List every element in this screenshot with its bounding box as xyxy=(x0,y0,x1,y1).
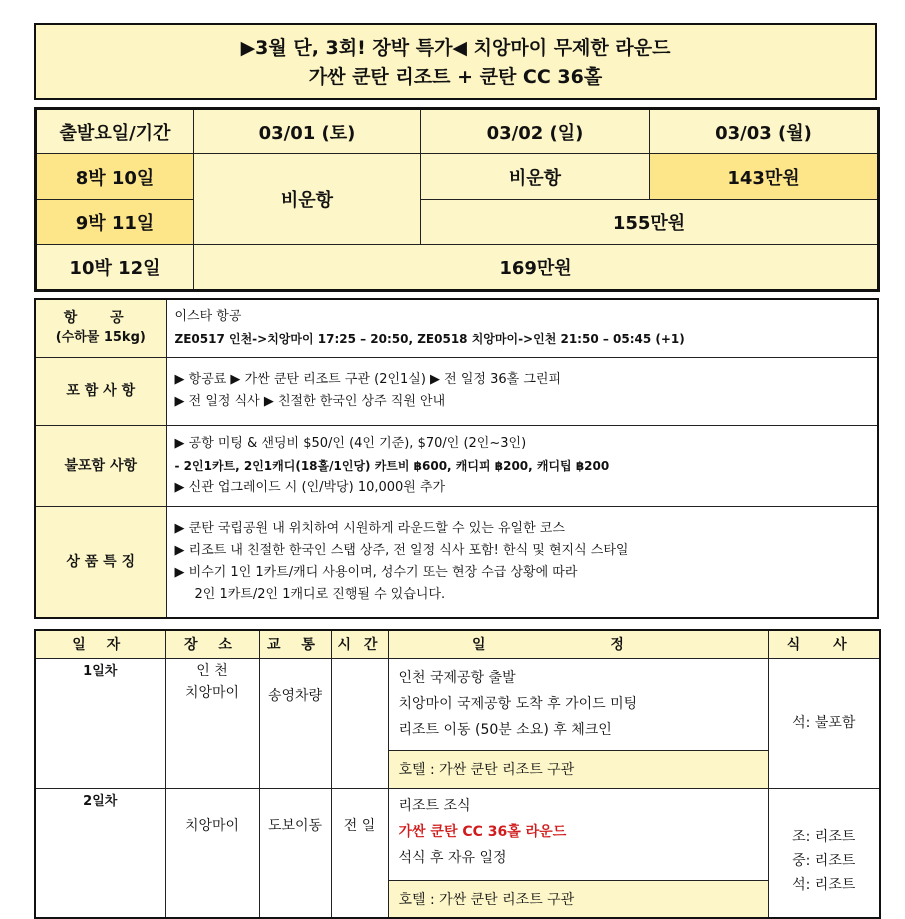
banner-line-2: 가싼 쿤탄 리조트 + 쿤탄 CC 36홀 xyxy=(308,66,603,88)
day2-item-1: 리조트 조식 xyxy=(398,797,471,814)
date-0302: 03/02 (일) xyxy=(421,109,650,154)
day1-hotel: 호텔 : 가싼 쿤탄 리조트 구관 xyxy=(388,750,768,788)
day1-place-chiangmai: 치앙마이 xyxy=(184,684,240,701)
header-itinerary: 일 정 xyxy=(388,630,768,658)
day1-place-incheon: 인 천 xyxy=(196,662,228,679)
day1-item-2: 치앙마이 국제공항 도착 후 가이드 미팅 xyxy=(398,695,638,712)
price-0302-8n: 비운항 xyxy=(421,154,650,200)
period-9n11d: 9박 11일 xyxy=(36,200,194,245)
period-header: 출발요일/기간 xyxy=(36,109,194,154)
day2-item-2: 가싼 쿤탄 CC 36홀 라운드 xyxy=(398,823,567,840)
title-banner xyxy=(34,23,877,100)
flight-label xyxy=(35,299,166,357)
excluded-label: 불포함 사항 xyxy=(35,425,166,506)
feature-line-1: ▶ 쿤탄 국립공원 내 위치하여 시원하게 라운드할 수 있는 유일한 코스 xyxy=(174,520,565,536)
day2-transport: 도보이동 xyxy=(259,788,331,918)
flight-details xyxy=(166,299,878,357)
excluded-line-1: ▶ 공항 미팅 & 샌딩비 $50/인 (4인 기준), $70/인 (2인~3인) xyxy=(174,435,527,451)
day1-item-3: 리조트 이동 (50분 소요) 후 체크인 xyxy=(398,721,612,738)
flight-label-main: 항 공 xyxy=(63,310,138,327)
header-transport: 교 통 xyxy=(259,630,331,658)
day1-meal: 석: 불포함 xyxy=(768,658,880,788)
included-details xyxy=(166,357,878,425)
day2-meal-lunch: 중: 리조트 xyxy=(792,853,856,870)
day2-meal xyxy=(768,788,880,918)
price-0303-8n: 143만원 xyxy=(650,154,879,200)
day2-time: 전 일 xyxy=(331,788,388,918)
included-line-2: ▶ 전 일정 식사 ▶ 친절한 한국인 상주 직원 안내 xyxy=(174,394,446,409)
included-line-1: ▶ 항공료 ▶ 가싼 쿤탄 리조트 구관 (2인1실) ▶ 전 일정 36홀 그린피 xyxy=(174,372,562,387)
itinerary-table xyxy=(34,629,881,919)
day1-label: 1일차 xyxy=(35,658,165,788)
day2-itinerary xyxy=(388,788,768,880)
price-9n-merged: 155만원 xyxy=(421,200,879,245)
day2-hotel: 호텔 : 가싼 쿤탄 리조트 구관 xyxy=(388,880,768,918)
price-10n-merged: 169만원 xyxy=(194,245,879,291)
info-table xyxy=(34,298,879,619)
excluded-line-2: - 2인1카트, 2인1캐디(18홀/1인당) 카트비 ฿600, 캐디피 ฿200, 캐디팁 ฿200 xyxy=(174,458,610,473)
banner-line-1: ▶3월 단, 3회! 장박 특가◀ 치앙마이 무제한 라운드 xyxy=(240,37,671,59)
feature-line-2: ▶ 리조트 내 친절한 한국인 스탭 상주, 전 일정 식사 포함! 한식 및 현지식 스타일 xyxy=(174,542,629,558)
feature-line-3: ▶ 비수기 1인 1카트/캐디 사용이며, 성수기 또는 현장 수급 상황에 따라 xyxy=(174,564,578,580)
day2-label: 2일차 xyxy=(35,788,165,918)
header-day: 일 자 xyxy=(35,630,165,658)
date-0301: 03/01 (토) xyxy=(194,109,421,154)
excluded-details xyxy=(166,425,878,506)
day2-meal-breakfast: 조: 리조트 xyxy=(792,829,856,846)
day2-meal-dinner: 석: 리조트 xyxy=(792,877,856,894)
day1-item-1: 인천 국제공항 출발 xyxy=(398,669,516,686)
day1-place xyxy=(165,658,259,788)
features-details xyxy=(166,506,878,618)
features-label: 상 품 특 징 xyxy=(35,506,166,618)
period-8n10d: 8박 10일 xyxy=(36,154,194,200)
day2-item-3: 석식 후 자유 일정 xyxy=(398,849,507,866)
period-10n12d: 10박 12일 xyxy=(36,245,194,291)
included-label: 포 함 사 항 xyxy=(35,357,166,425)
flight-schedule: ZE0517 인천->치앙마이 17:25 – 20:50, ZE0518 치앙마이->인천 21:50 – 05:45 (+1) xyxy=(174,332,685,347)
flight-label-baggage: (수하물 15kg) xyxy=(55,330,146,346)
header-meal: 식 사 xyxy=(768,630,880,658)
header-time: 시 간 xyxy=(331,630,388,658)
day1-time xyxy=(331,658,388,788)
day2-place: 치앙마이 xyxy=(165,788,259,918)
airline-name: 이스타 항공 xyxy=(174,309,242,325)
excluded-line-3: ▶ 신관 업그레이드 시 (인/박당) 10,000원 추가 xyxy=(174,479,446,495)
day1-transport: 송영차량 xyxy=(259,658,331,788)
price-table xyxy=(34,107,880,292)
price-0301-merged: 비운항 xyxy=(194,154,421,245)
date-0303: 03/03 (월) xyxy=(650,109,879,154)
day1-itinerary xyxy=(388,658,768,750)
feature-line-4: 2인 1카트/2인 1캐디로 진행될 수 있습니다. xyxy=(194,586,446,602)
header-place: 장 소 xyxy=(165,630,259,658)
